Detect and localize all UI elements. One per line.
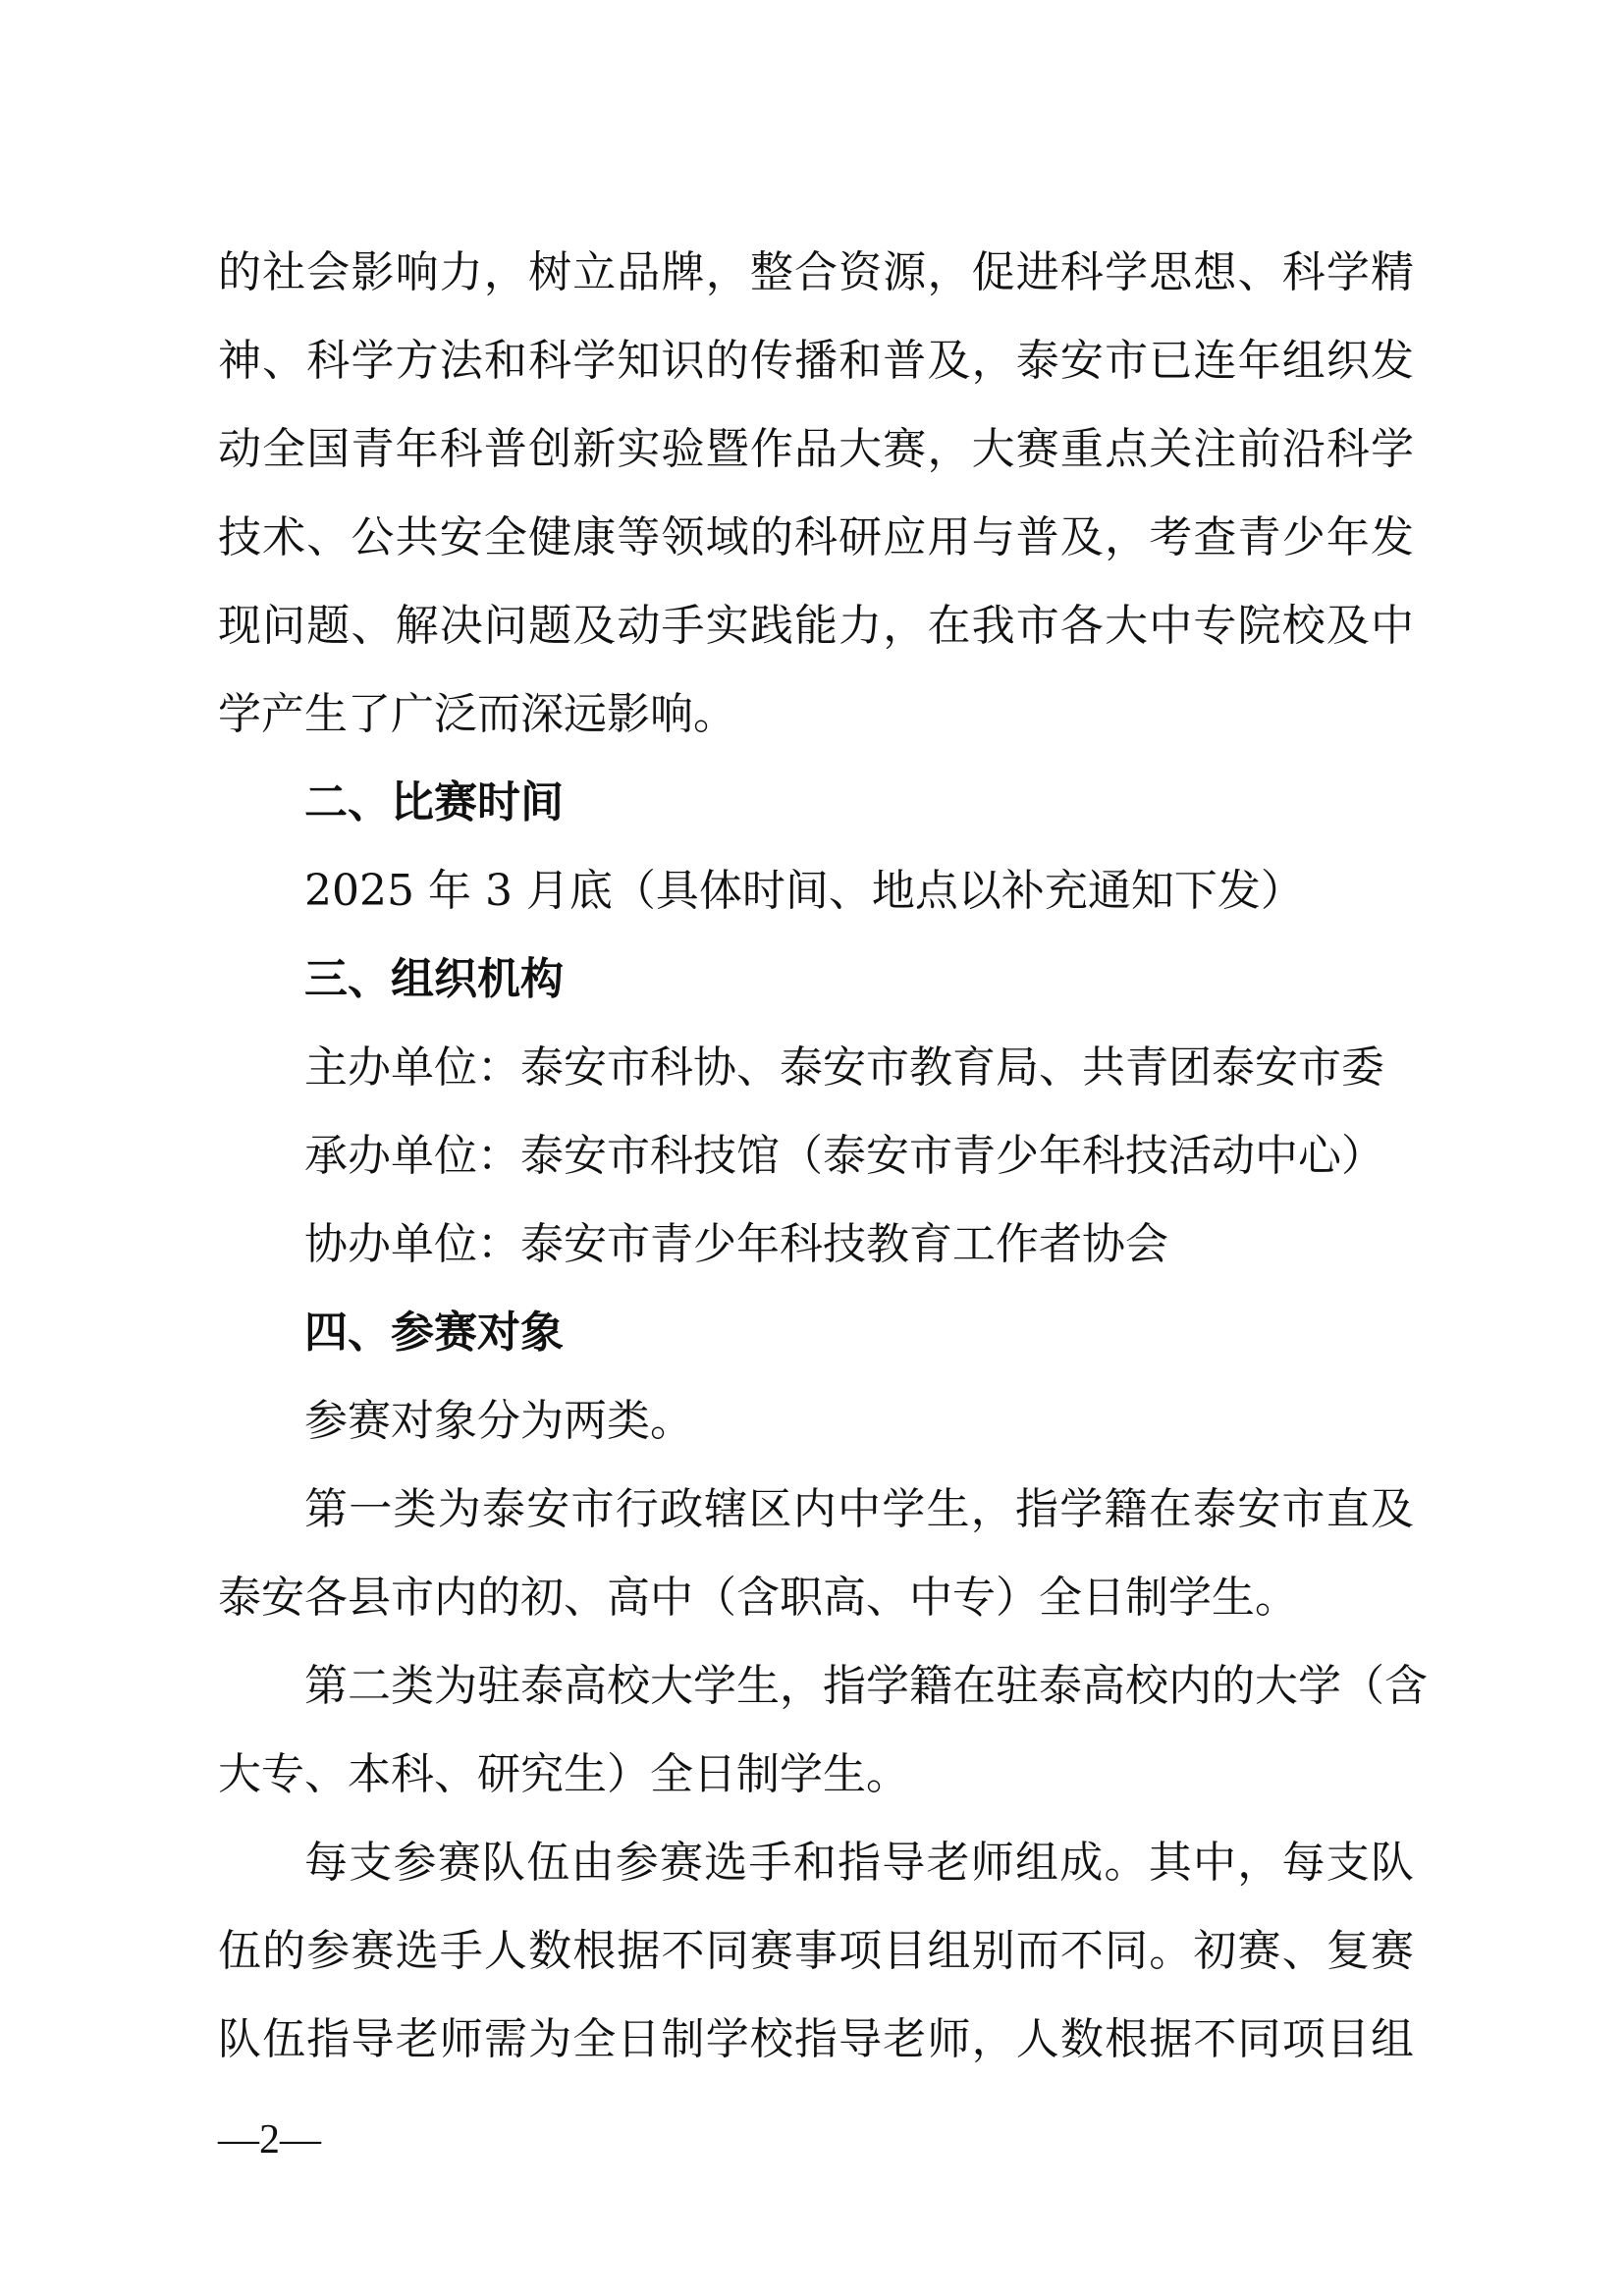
page-number: —2—: [218, 2117, 321, 2163]
paragraph-line: 现问题、解决问题及动手实践能力，在我市各大中专院校及中: [218, 601, 1414, 651]
paragraph-line: 神、科学方法和科学知识的传播和普及，泰安市已连年组织发: [218, 336, 1414, 386]
paragraph-line: 动全国青年科普创新实验暨作品大赛，大赛重点关注前沿科学: [218, 424, 1414, 474]
paragraph-line: 技术、公共安全健康等领域的科研应用与普及，考查青少年发: [218, 512, 1414, 562]
team-line: 队伍指导老师需为全日制学校指导老师，人数根据不同项目组: [218, 2014, 1414, 2064]
section-heading-time: 二、比赛时间: [304, 777, 564, 828]
category1-line: 泰安各县市内的初、高中（含职高、中专）全日制学生。: [218, 1573, 1298, 1623]
paragraph-line: 学产生了广泛而深远影响。: [218, 689, 736, 739]
category2-line: 大专、本科、研究生）全日制学生。: [218, 1749, 909, 1799]
host-unit-text: 主办单位：泰安市科协、泰安市教育局、共青团泰安市委: [304, 1042, 1384, 1093]
category2-line: 第二类为驻泰高校大学生，指学籍在驻泰高校内的大学（含: [304, 1661, 1428, 1711]
section-heading-organization: 三、组织机构: [304, 954, 564, 1004]
co-organizer-unit-text: 协办单位：泰安市青少年科技教育工作者协会: [304, 1219, 1168, 1269]
team-line: 每支参赛队伍由参赛选手和指导老师组成。其中，每支队: [304, 1838, 1414, 1888]
participants-intro: 参赛对象分为两类。: [304, 1396, 693, 1446]
organizer-unit-text: 承办单位：泰安市科技馆（泰安市青少年科技活动中心）: [304, 1131, 1384, 1181]
team-line: 伍的参赛选手人数根据不同赛事项目组别而不同。初赛、复赛: [218, 1926, 1414, 1976]
paragraph-line: 的社会影响力，树立品牌，整合资源，促进科学思想、科学精: [218, 247, 1414, 297]
section-heading-participants: 四、参赛对象: [304, 1308, 564, 1358]
competition-time-text: 2025 年 3 月底（具体时间、地点以补充通知下发）: [304, 866, 1304, 916]
category1-line: 第一类为泰安市行政辖区内中学生，指学籍在泰安市直及: [304, 1484, 1414, 1534]
